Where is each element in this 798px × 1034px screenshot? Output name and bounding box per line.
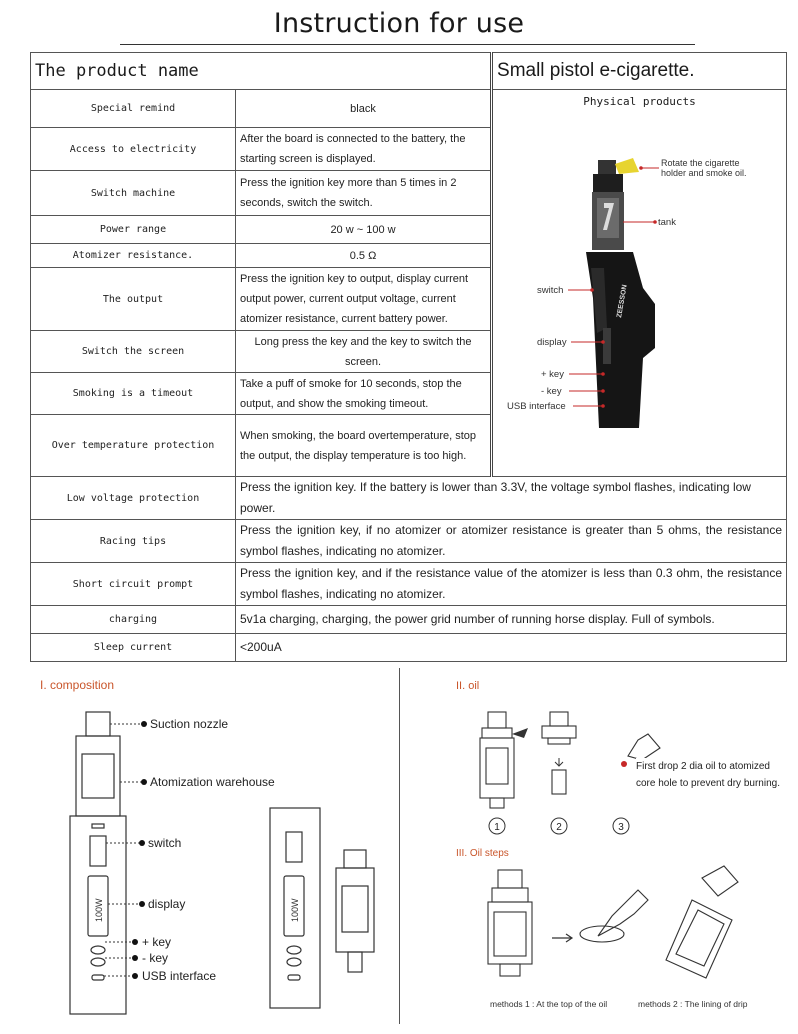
spec-label: charging	[31, 606, 236, 634]
plus-key-callout-dot	[601, 372, 605, 376]
minus-key-dot	[132, 955, 138, 961]
step-2-number: 2	[556, 822, 562, 833]
switch-callout: switch	[537, 285, 564, 296]
spec-value: 5v1a charging, charging, the power grid number of running horse display. Full of symbols.	[236, 606, 787, 634]
spec-value: Press the ignition key more than 5 times in 2 seconds, switch the switch.	[236, 171, 492, 216]
spec-label: Switch the screen	[31, 331, 236, 373]
oil-diagram	[402, 698, 786, 848]
method1-cap-shape	[498, 870, 522, 888]
display-text-2: 100W	[290, 898, 300, 922]
display-shape	[603, 328, 611, 364]
spec-value: black	[236, 90, 492, 128]
method2-tank-shape	[666, 900, 732, 978]
table-row	[31, 477, 787, 520]
tank-base-shape-2	[348, 952, 362, 972]
method2-window-shape	[676, 910, 724, 966]
oil-top-part-base	[548, 738, 570, 744]
step-3-number: 3	[618, 822, 624, 833]
spec-value: When smoking, the board overtemperature, stop the output, the display temperature is too high.	[236, 415, 492, 477]
spec-value: Press the ignition key. If the battery is lower than 3.3V, the voltage symbol flashes, indicating low power.	[236, 477, 787, 520]
oil-title: II. oil	[456, 680, 480, 692]
minus-key-shape	[91, 958, 105, 966]
switch-dot	[139, 840, 145, 846]
method1-base-shape	[500, 964, 520, 976]
table-row	[31, 563, 787, 606]
usb-callout: USB interface	[507, 401, 566, 412]
oil-base-shape	[490, 798, 504, 808]
product-name-value: Small pistol e-cigarette.	[492, 53, 787, 90]
rotate-arrow-icon	[615, 158, 639, 174]
spec-label: Atomizer resistance.	[31, 244, 236, 268]
warehouse-dot	[141, 779, 147, 785]
usb-label: USB interface	[142, 969, 217, 983]
title-underline	[120, 44, 695, 45]
physical-products-cell	[492, 90, 787, 477]
tank-top-shape-2	[344, 850, 366, 868]
section-divider	[399, 668, 400, 1024]
spec-value: 20 w ~ 100 w	[236, 216, 492, 244]
display-text: 100W	[94, 898, 104, 922]
drip-tip-shape	[598, 160, 616, 174]
minus-key-callout: - key	[541, 386, 562, 397]
composition-title: I. composition	[40, 678, 115, 692]
oil-window-shape	[486, 748, 508, 784]
usb-callout-dot	[601, 404, 605, 408]
plus-key-label: + key	[142, 935, 172, 949]
tank-window-shape-2	[342, 886, 368, 932]
tank-callout: tank	[658, 217, 676, 228]
switch-shape-2	[286, 832, 302, 862]
spec-label: Smoking is a timeout	[31, 373, 236, 415]
plus-key-shape	[91, 946, 105, 954]
plus-key-dot	[132, 939, 138, 945]
oil-tank-shape	[480, 738, 514, 798]
product-name-label: The product name	[31, 53, 492, 90]
oil-coil-shape	[552, 770, 566, 794]
table-row	[31, 634, 787, 662]
right-arrow-icon	[552, 934, 572, 942]
warehouse-label: Atomization warehouse	[150, 775, 275, 789]
switch-label: switch	[148, 836, 182, 850]
switch-shape	[90, 836, 106, 866]
tank-top-shape	[593, 174, 623, 192]
down-arrow-icon	[555, 758, 563, 766]
display-label: display	[148, 897, 186, 911]
display-callout-dot	[601, 340, 605, 344]
oil-note-box	[636, 758, 786, 808]
product-photo	[493, 108, 783, 438]
spec-label: Racing tips	[31, 520, 236, 563]
spec-label: Switch machine	[31, 171, 236, 216]
body-top-slot	[92, 824, 104, 828]
header-row	[31, 53, 787, 90]
method1-caption: methods 1 : At the top of the oil	[490, 999, 608, 1009]
spec-label: Access to electricity	[31, 128, 236, 171]
spec-label: Power range	[31, 216, 236, 244]
step-1-number: 1	[494, 822, 500, 833]
method2-bottle-shape	[702, 866, 738, 896]
table-row	[31, 520, 787, 563]
spec-value: Press the ignition key, if no atomizer or atomizer resistance is greater than 5 ohms, the resistance symbol flashes, indicating no atomizer.	[236, 520, 787, 563]
composition-diagram	[30, 696, 398, 1022]
plus-key-callout: + key	[541, 369, 564, 380]
spec-label: Over temperature protection	[31, 415, 236, 477]
spec-value: After the board is connected to the battery, the starting screen is displayed.	[236, 128, 492, 171]
spec-value: Press the ignition key, and if the resistance value of the atomizer is less than 0.3 ohm, the resistance symbol flashes, indicating no atomizer.	[236, 563, 787, 606]
usb-port-shape-2	[288, 975, 300, 980]
method1-window-shape	[494, 912, 526, 956]
oil-dropper-shape	[628, 734, 660, 760]
rotate-callout-dot	[639, 166, 643, 170]
method1-ring-shape	[492, 888, 528, 902]
oil-steps-diagram	[402, 864, 786, 1014]
method2-caption: methods 2 : The lining of drip	[638, 999, 748, 1009]
nozzle-dot	[141, 721, 147, 727]
oil-top-part-cap	[542, 726, 576, 738]
minus-key-callout-dot	[601, 389, 605, 393]
usb-port-shape	[92, 975, 104, 980]
oil-note: First drop 2 dia oil to atomized core hole to prevent dry burning.	[636, 758, 786, 792]
document-title: Instruction for use	[273, 8, 525, 39]
nozzle-shape	[86, 712, 110, 736]
spec-label: Low voltage protection	[31, 477, 236, 520]
spec-value: Press the ignition key to output, display current output power, current output voltage, current atomizer resistance, current battery power.	[236, 268, 492, 331]
display-callout: display	[537, 337, 567, 348]
oil-cap-shape	[482, 728, 512, 738]
switch-callout-dot	[590, 288, 594, 292]
brand-logo: ZEESSON	[616, 284, 629, 319]
oil-steps-title: III. Oil steps	[456, 848, 509, 859]
spec-label: Special remind	[31, 90, 236, 128]
rotate-arrow-icon	[512, 728, 528, 738]
method1-tank-shape	[488, 902, 532, 964]
physical-products-title: Physical products	[583, 95, 696, 108]
nozzle-label: Suction nozzle	[150, 717, 229, 731]
minus-key-shape-2	[287, 958, 301, 966]
spec-label: Short circuit prompt	[31, 563, 236, 606]
tank-callout-dot	[653, 220, 657, 224]
oil-drop-icon	[621, 761, 627, 767]
diagram-section	[30, 668, 786, 1024]
usb-dot	[132, 973, 138, 979]
table-row	[31, 606, 787, 634]
spec-value: <200uA	[236, 634, 787, 662]
display-dot	[139, 901, 145, 907]
spec-value: 0.5 Ω	[236, 244, 492, 268]
spec-value: Long press the key and the key to switch the screen.	[236, 331, 492, 373]
spec-label: Sleep current	[31, 634, 236, 662]
spec-value: Take a puff of smoke for 10 seconds, stop the output, and show the smoking timeout.	[236, 373, 492, 415]
oil-top-part-shape	[550, 712, 568, 726]
oil-nozzle-shape	[488, 712, 506, 728]
method1-bottle-shape	[598, 890, 648, 936]
table-row	[31, 90, 787, 128]
minus-key-label: - key	[142, 951, 169, 965]
spec-label: The output	[31, 268, 236, 331]
warehouse-window-shape	[82, 754, 114, 798]
rotate-callout-1: Rotate the cigarette holder and smoke oil.	[661, 158, 747, 178]
spec-table	[30, 52, 787, 662]
plus-key-shape-2	[287, 946, 301, 954]
